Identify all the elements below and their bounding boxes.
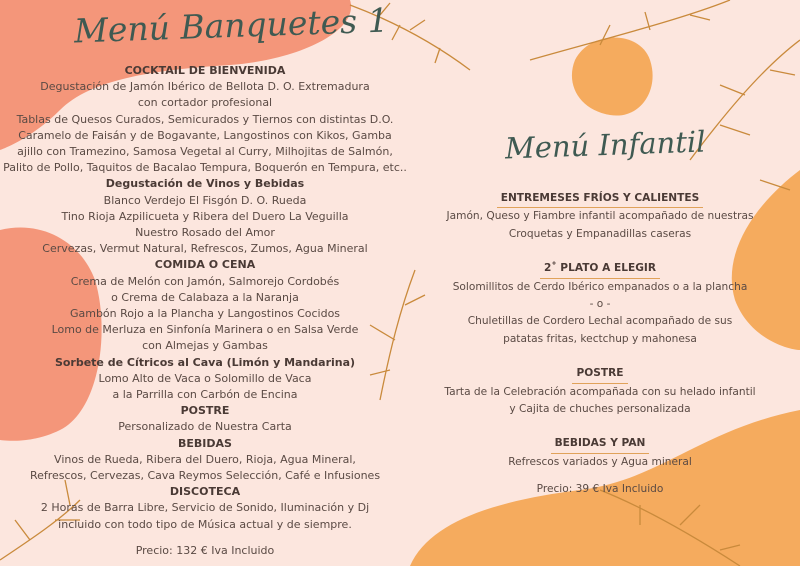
section-heading: Degustación de Vinos y Bebidas <box>105 177 305 191</box>
menu-line: Croquetas y Empanadillas caseras <box>508 227 692 240</box>
menu-line: Degustación de Jamón Ibérico de Bellota D. O. Extremadura <box>40 80 370 94</box>
banquetes-menu <box>0 63 410 559</box>
menu-line: Chuletillas de Cordero Lechal acompañado de sus <box>467 315 733 328</box>
menu-line: con cortador profesional <box>137 96 273 110</box>
menu-line: Gambón Rojo a la Plancha y Langostinos Cocidos <box>69 307 341 321</box>
menu-line: Lomo de Merluza en Sinfonía Marinera o en Salsa Verde <box>51 323 359 337</box>
menu-line: 2 Horas de Barra Libre, Servicio de Sonido, Iluminación y Dj <box>40 501 370 515</box>
menu-line: Jamón, Queso y Fiambre infantil acompañado de nuestras <box>446 210 754 223</box>
menu-line: Caramelo de Faisán y de Bogavante, Langostinos con Kikos, Gamba <box>18 128 392 142</box>
infantil-title: Menú Infantil <box>504 124 707 166</box>
menu-line: Tino Rioja Azpilicueta y Ribera del Duero La Veguilla <box>61 209 349 223</box>
section-heading: COCKTAIL DE BIENVENIDA <box>124 64 286 77</box>
menu-line: Personalizado de Nuestra Carta <box>118 420 292 434</box>
menu-line: Solomillitos de Cerdo Ibérico empanados o a la plancha <box>452 280 748 293</box>
menu-line: Blanco Verdejo El Fisgón D. O. Rueda <box>103 193 307 207</box>
menu-line: ajillo con Tramezino, Samosa Vegetal al Curry, Milhojitas de Salmón, <box>17 145 393 159</box>
menu-line: Refrescos, Cervezas, Cava Reymos Selección, Café e Infusiones <box>29 469 381 483</box>
menu-line: Tablas de Quesos Curados, Semicurados y Tiernos con distintas D.O. <box>16 112 394 126</box>
menu-line: a la Parrilla con Carbón de Encina <box>112 388 298 402</box>
menu-line: Palito de Pollo, Taquitos de Bacalao Tempura, Boquerón en Tempura, etc.. <box>3 161 407 175</box>
menu-line: incluido con todo tipo de Música actual y de siempre. <box>58 517 352 531</box>
infantil-menu <box>420 190 780 499</box>
menu-line: Tarta de la Celebración acompañada con su helado infantil <box>444 385 756 398</box>
section-heading: 2˚ PLATO A ELEGIR <box>540 260 660 278</box>
banquetes-title: Menú Banquetes 1 <box>73 0 390 51</box>
section-heading: COMIDA O CENA <box>154 258 256 272</box>
menu-line: Cervezas, Vermut Natural, Refrescos, Zumos, Agua Mineral <box>42 242 368 256</box>
infantil-price: Precio: 39 € Iva Incluido <box>536 483 664 496</box>
section-heading-row <box>420 435 780 453</box>
section-heading: BEBIDAS <box>178 436 232 450</box>
orange-blob-top <box>572 38 653 116</box>
section-heading-row <box>420 190 780 208</box>
menu-line: Crema de Melón con Jamón, Salmorejo Cordobés <box>70 274 340 288</box>
banquetes-price: Precio: 132 € Iva Incluido <box>135 543 275 557</box>
section-heading-row <box>420 365 780 383</box>
section-heading: Sorbete de Cítricos al Cava (Limón y Mandarina) <box>54 355 356 369</box>
menu-line: Lomo Alto de Vaca o Solomillo de Vaca <box>98 371 312 385</box>
section-heading: BEBIDAS Y PAN <box>551 435 650 453</box>
section-heading-row <box>420 260 780 278</box>
menu-line: y Cajita de chuches personalizada <box>509 403 691 416</box>
section-heading: POSTRE <box>180 404 230 418</box>
menu-line: Refrescos variados y Agua mineral <box>508 455 692 468</box>
section-heading: ENTREMESES FRÍOS Y CALIENTES <box>497 190 704 208</box>
menu-line: con Almejas y Gambas <box>142 339 268 353</box>
menu-line: o Crema de Calabaza a la Naranja <box>111 290 299 304</box>
menu-line: Nuestro Rosado del Amor <box>135 226 275 240</box>
section-heading: DISCOTECA <box>169 485 241 499</box>
menu-line: Vinos de Rueda, Ribera del Duero, Rioja, Agua Mineral, <box>54 452 356 466</box>
menu-line: patatas fritas, kectchup y mahonesa <box>503 332 697 345</box>
section-heading: POSTRE <box>572 365 627 383</box>
menu-line: - o - <box>589 298 611 311</box>
